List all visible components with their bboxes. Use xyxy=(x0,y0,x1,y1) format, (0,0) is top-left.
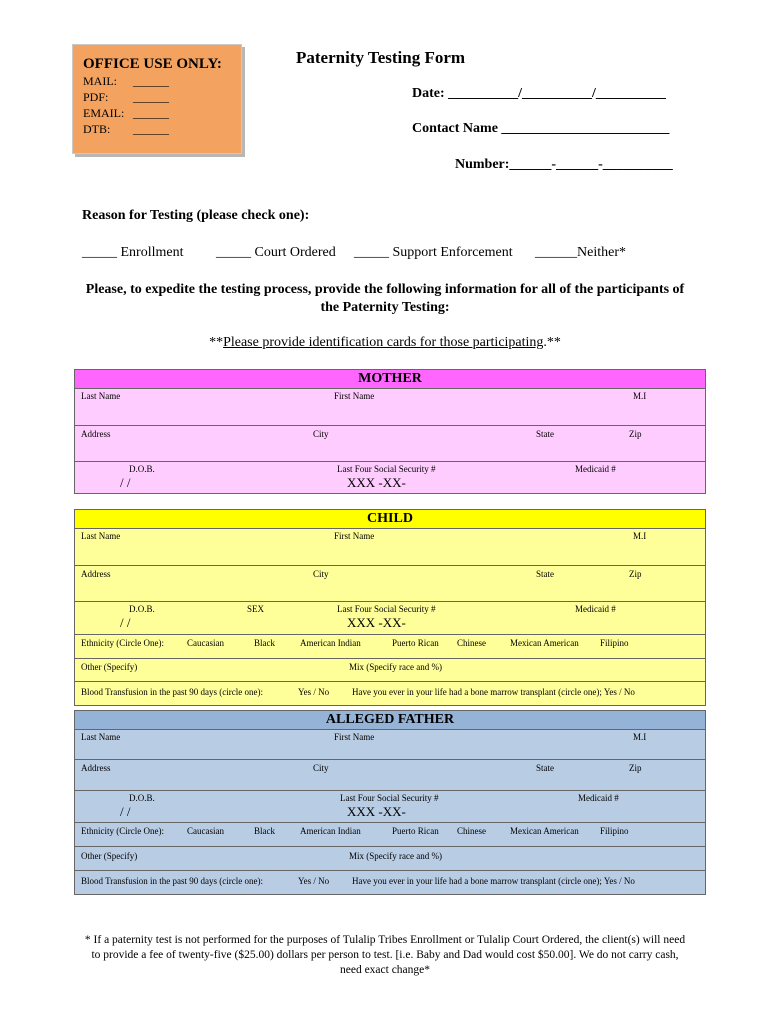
id-suffix: .** xyxy=(543,335,561,350)
father-medicaid-label: Medicaid # xyxy=(578,793,619,803)
father-dob-row[interactable] xyxy=(75,791,705,823)
mother-address-row[interactable] xyxy=(75,426,705,462)
father-transfusion-yes-no[interactable]: Yes / No xyxy=(298,876,330,886)
child-ethnicity-mexican-american[interactable]: Mexican American xyxy=(510,638,579,648)
father-ssn-label: Last Four Social Security # xyxy=(340,793,439,803)
father-section xyxy=(74,710,706,895)
child-ethnicity-puerto-rican[interactable]: Puerto Rican xyxy=(392,638,439,648)
father-dob-value[interactable]: / / xyxy=(120,804,131,819)
child-zip-label: Zip xyxy=(629,569,642,579)
mother-section xyxy=(74,369,706,494)
id-instructions xyxy=(80,335,690,351)
child-ethnicity-row[interactable] xyxy=(75,635,705,659)
father-mi-label: M.I xyxy=(633,732,647,742)
child-transfusion-row[interactable] xyxy=(75,682,705,705)
father-ethnicity-filipino[interactable]: Filipino xyxy=(600,826,629,836)
father-ethnicity-caucasian[interactable]: Caucasian xyxy=(187,826,224,836)
child-ethnicity-filipino[interactable]: Filipino xyxy=(600,638,629,648)
office-mail-label: MAIL: xyxy=(83,74,117,88)
child-section xyxy=(74,509,706,706)
mother-medicaid-label: Medicaid # xyxy=(575,464,616,474)
child-ethnicity-label: Ethnicity (Circle One): xyxy=(81,638,164,648)
child-ethnicity-american-indian[interactable]: American Indian xyxy=(300,638,361,648)
mother-ssn-label: Last Four Social Security # xyxy=(337,464,436,474)
child-transfusion-yes-no[interactable]: Yes / No xyxy=(298,687,330,697)
id-prefix: ** xyxy=(209,335,224,350)
child-city-label: City xyxy=(313,569,329,579)
child-title: CHILD xyxy=(75,510,705,529)
father-city-label: City xyxy=(313,763,329,773)
child-medicaid-label: Medicaid # xyxy=(575,604,616,614)
child-address-label: Address xyxy=(81,569,111,579)
father-transfusion-row[interactable] xyxy=(75,871,705,894)
date-field[interactable]: Date: __________/__________/__________ xyxy=(412,86,666,101)
mother-mi-label: M.I xyxy=(633,391,647,401)
child-mix-label: Mix (Specify race and %) xyxy=(349,662,442,672)
reason-option-court-ordered[interactable]: _____ Court Ordered xyxy=(216,245,336,260)
father-title: ALLEGED FATHER xyxy=(75,711,705,730)
child-first-name-label: First Name xyxy=(334,531,375,541)
office-use-box xyxy=(72,44,242,154)
mother-dob-row[interactable] xyxy=(75,462,705,493)
page-title: Paternity Testing Form xyxy=(296,48,466,67)
office-dtb-label: DTB: xyxy=(83,122,111,136)
father-ethnicity-label: Ethnicity (Circle One): xyxy=(81,826,164,836)
father-ethnicity-puerto-rican[interactable]: Puerto Rican xyxy=(392,826,439,836)
office-pdf-line[interactable]: ______ xyxy=(133,90,169,104)
father-address-row[interactable] xyxy=(75,760,705,791)
fee-note: * If a paternity test is not performed for the purposes of Tulalip Tribes Enrollment or Tulalip Court Ordered, the client(s) will need to provide a fee of twenty-five ($25.00) dollars per person to test. [i.e. Baby and Dad would cost $50.00]. We do not carry cash, need exact change* xyxy=(84,934,686,976)
father-ethnicity-chinese[interactable]: Chinese xyxy=(457,826,486,836)
child-ethnicity-black[interactable]: Black xyxy=(254,638,275,648)
child-dob-value[interactable]: / / xyxy=(120,615,131,630)
father-marrow-question[interactable]: Have you ever in your life had a bone marrow transplant (circle one); Yes / No xyxy=(352,876,635,886)
child-address-row[interactable] xyxy=(75,566,705,602)
father-zip-label: Zip xyxy=(629,763,642,773)
father-ethnicity-mexican-american[interactable]: Mexican American xyxy=(510,826,579,836)
id-text: Please provide identification cards for those participating xyxy=(223,335,544,350)
father-name-row[interactable] xyxy=(75,730,705,760)
child-sex-label: SEX xyxy=(247,604,265,614)
contact-name-field[interactable]: Contact Name ________________________ xyxy=(412,121,670,136)
office-email-line[interactable]: ______ xyxy=(133,106,169,120)
mother-title: MOTHER xyxy=(75,370,705,389)
father-first-name-label: First Name xyxy=(334,732,375,742)
father-address-label: Address xyxy=(81,763,111,773)
father-ethnicity-row[interactable] xyxy=(75,823,705,847)
mother-last-name-label: Last Name xyxy=(81,391,121,401)
child-name-row[interactable] xyxy=(75,529,705,566)
child-marrow-question[interactable]: Have you ever in your life had a bone marrow transplant (circle one); Yes / No xyxy=(352,687,635,697)
reason-option-enrollment[interactable]: _____ Enrollment xyxy=(82,245,184,260)
child-ethnicity-chinese[interactable]: Chinese xyxy=(457,638,486,648)
number-field[interactable]: Number:______-______-__________ xyxy=(455,157,673,172)
father-ethnicity-black[interactable]: Black xyxy=(254,826,275,836)
father-ethnicity-american-indian[interactable]: American Indian xyxy=(300,826,361,836)
reason-option-support-enforcement[interactable]: _____ Support Enforcement xyxy=(354,245,513,260)
child-transfusion-label: Blood Transfusion in the past 90 days (circle one): xyxy=(81,687,263,697)
mother-dob-label: D.O.B. xyxy=(129,464,155,474)
father-state-label: State xyxy=(536,763,554,773)
father-dob-label: D.O.B. xyxy=(129,793,155,803)
father-other-row[interactable] xyxy=(75,847,705,871)
reason-title: Reason for Testing (please check one): xyxy=(82,208,310,223)
office-dtb-line[interactable]: ______ xyxy=(133,122,169,136)
mother-address-label: Address xyxy=(81,429,111,439)
child-ssn-label: Last Four Social Security # xyxy=(337,604,436,614)
office-use-title: OFFICE USE ONLY: xyxy=(83,56,222,72)
child-other-label: Other (Specify) xyxy=(81,662,138,672)
mother-city-label: City xyxy=(313,429,329,439)
mother-ssn-value[interactable]: XXX -XX- xyxy=(347,475,406,490)
expedite-instructions: Please, to expedite the testing process, provide the following information for all of the participants of the Paternity Testing: xyxy=(85,282,685,315)
father-last-name-label: Last Name xyxy=(81,732,121,742)
mother-state-label: State xyxy=(536,429,554,439)
child-dob-label: D.O.B. xyxy=(129,604,155,614)
child-mi-label: M.I xyxy=(633,531,647,541)
reason-option-neither[interactable]: ______Neither* xyxy=(535,245,626,260)
father-other-label: Other (Specify) xyxy=(81,851,138,861)
mother-dob-value[interactable]: / / xyxy=(120,475,131,490)
office-email-label: EMAIL: xyxy=(83,106,125,120)
office-pdf-label: PDF: xyxy=(83,90,109,104)
child-last-name-label: Last Name xyxy=(81,531,121,541)
father-mix-label: Mix (Specify race and %) xyxy=(349,851,442,861)
mother-first-name-label: First Name xyxy=(334,391,375,401)
child-ssn-value[interactable]: XXX -XX- xyxy=(347,615,406,630)
mother-name-row[interactable] xyxy=(75,389,705,426)
child-other-row[interactable] xyxy=(75,659,705,682)
child-ethnicity-caucasian[interactable]: Caucasian xyxy=(187,638,224,648)
father-transfusion-label: Blood Transfusion in the past 90 days (circle one): xyxy=(81,876,263,886)
father-ssn-value[interactable]: XXX -XX- xyxy=(347,804,406,819)
mother-zip-label: Zip xyxy=(629,429,642,439)
child-state-label: State xyxy=(536,569,554,579)
office-mail-line[interactable]: ______ xyxy=(133,74,169,88)
child-dob-row[interactable] xyxy=(75,602,705,635)
